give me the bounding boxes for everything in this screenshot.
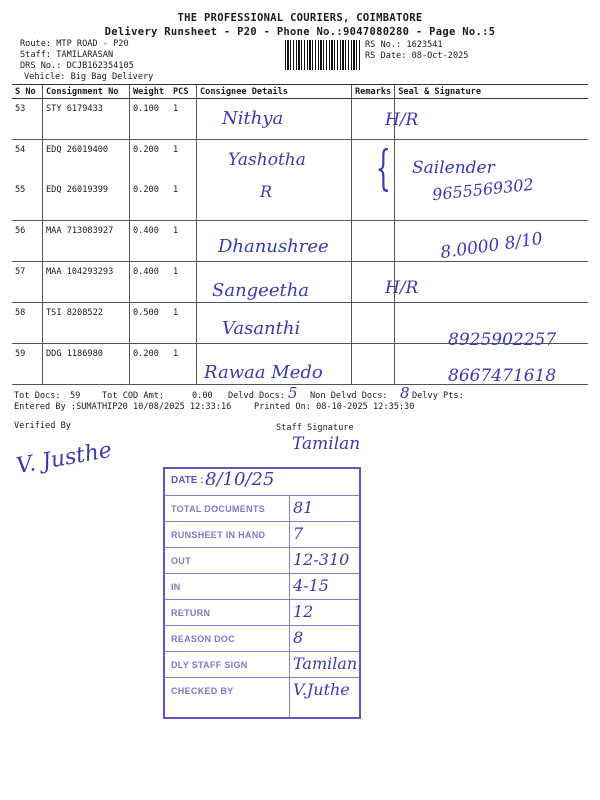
row-sno: 54 <box>15 145 26 155</box>
staff-info: Staff: TAMILARASAN <box>20 50 114 60</box>
vehicle-info: Vehicle: Big Bag Delivery <box>24 72 154 82</box>
verified-signature: V. Justhe <box>14 437 114 480</box>
total-docs-value: 59 <box>70 391 81 401</box>
row-weight: 0.200 <box>130 140 171 181</box>
row-weight: 0.500 <box>130 303 171 344</box>
stamp-row-label: DLY STAFF SIGN <box>171 660 248 670</box>
handwritten-seal: H/R <box>385 278 419 298</box>
row-sno: 57 <box>12 262 43 303</box>
stamp-row <box>165 573 359 600</box>
handwritten-seal: Sailender <box>412 158 495 178</box>
row-pcs: 1 <box>170 180 197 221</box>
runsheet-subtitle: Delivery Runsheet - P20 - Phone No.:9047080280 - Page No.:5 <box>104 26 496 38</box>
total-docs-label: Tot Docs: <box>14 391 61 401</box>
table-header-row <box>12 85 588 99</box>
row-pcs: 1 <box>170 221 197 262</box>
handwritten-consignee: Sangeetha <box>212 280 310 301</box>
handwritten-consignee: Vasanthi <box>222 318 301 339</box>
brace-mark: { <box>375 140 391 196</box>
col-weight: Weight <box>130 85 171 99</box>
stamp-row <box>165 547 359 574</box>
stamp-row <box>165 625 359 652</box>
printed-on: Printed On: 08-10-2025 12:35:30 <box>254 402 415 412</box>
staff-signature: Tamilan <box>292 434 361 454</box>
delivered-docs-value: 5 <box>288 384 298 402</box>
stamp-row <box>165 521 359 548</box>
handwritten-seal: 8.0000 8/10 <box>439 228 544 264</box>
row-weight: 0.400 <box>130 221 171 262</box>
stamp-row <box>165 651 359 678</box>
stamp-row-value: Tamilan <box>293 654 358 673</box>
row-consignment: MAA 104293293 <box>43 262 130 303</box>
stamp-date-label: DATE : <box>171 475 204 486</box>
stamp-row-value: 8 <box>293 628 304 647</box>
row-pcs: 1 <box>170 99 197 140</box>
stamp-row-label: TOTAL DOCUMENTS <box>171 504 265 514</box>
route-info: Route: MTP ROAD - P20 <box>20 39 129 49</box>
drs-info: DRS No.: DCJB162354105 <box>20 61 134 71</box>
row-remarks <box>352 303 395 344</box>
staff-signature-label: Staff Signature <box>276 423 354 433</box>
row-sno: 58 <box>12 303 43 344</box>
stamp-row-value: 81 <box>293 498 314 517</box>
stamp-row-value: 12 <box>293 602 314 621</box>
handwritten-consignee: Yashotha <box>228 150 306 170</box>
handwritten-seal: 8925902257 <box>448 330 557 350</box>
row-sno: 56 <box>12 221 43 262</box>
row-weight: 0.400 <box>130 262 171 303</box>
verified-by-label: Verified By <box>14 421 71 431</box>
row-consignment: EDQ 26019400 <box>43 140 130 181</box>
row-remarks <box>352 344 395 385</box>
delivered-docs-label: Delvd Docs: <box>228 391 285 401</box>
stamp-row-value: 4-15 <box>293 576 329 595</box>
entered-by: Entered By :SUMATHIP20 10/08/2025 12:33:16 <box>14 402 232 412</box>
stamp-row <box>165 677 359 718</box>
handwritten-consignee: R <box>260 182 273 201</box>
company-title: THE PROFESSIONAL COURIERS, COIMBATORE <box>177 12 423 24</box>
row-weight: 0.100 <box>130 99 171 140</box>
delivery-points-label: Delvy Pts: <box>412 391 464 401</box>
rs-number: RS No.: 1623541 <box>365 40 443 50</box>
non-delivered-label: Non Delvd Docs: <box>310 391 388 401</box>
stamp-row-label: RETURN <box>171 608 211 618</box>
delivery-stamp <box>163 467 361 719</box>
stamp-row-value: 7 <box>293 524 304 543</box>
row-consignment: STY 6179433 <box>43 99 130 140</box>
stamp-row-label: OUT <box>171 556 191 566</box>
row-pcs: 1 <box>170 262 197 303</box>
handwritten-seal: 8667471618 <box>448 366 557 386</box>
row-seal <box>395 99 588 140</box>
row-consignment: TSI 8208522 <box>43 303 130 344</box>
row-pcs: 1 <box>170 303 197 344</box>
stamp-date-value: 8/10/25 <box>205 469 275 490</box>
stamp-row-label: IN <box>171 582 181 592</box>
col-seal-signature: Seal & Signature <box>395 85 588 99</box>
row-sno: 59 <box>12 344 43 385</box>
handwritten-seal: 9655569302 <box>431 174 535 205</box>
row-remarks <box>352 221 395 262</box>
row-consignee <box>197 180 352 221</box>
row-pcs: 1 <box>173 145 179 155</box>
row-sno: 55 <box>12 180 43 221</box>
stamp-row-label: REASON DOC <box>171 634 236 644</box>
total-cod-label: Tot COD Amt: <box>102 391 165 401</box>
stamp-row-label: RUNSHEET IN HAND <box>171 530 266 540</box>
barcode-graphic <box>285 40 360 70</box>
rs-date: RS Date: 08-Oct-2025 <box>365 51 469 61</box>
total-cod-value: 0.00 <box>192 391 213 401</box>
stamp-row-value: 12-310 <box>293 550 350 569</box>
stamp-row-value: V.Juthe <box>293 680 350 699</box>
col-consignment: Consignment No <box>43 85 130 99</box>
col-pcs: PCS <box>170 85 197 99</box>
table-row <box>12 99 588 140</box>
row-pcs: 1 <box>170 344 197 385</box>
row-weight: 0.200 <box>130 180 171 221</box>
row-consignment: MAA 713083927 <box>43 221 130 262</box>
stamp-row-label: CHECKED BY <box>171 686 234 696</box>
handwritten-seal: H/R <box>385 110 419 130</box>
handwritten-consignee: Dhanushree <box>218 236 329 257</box>
non-delivered-value: 8 <box>400 384 410 402</box>
handwritten-consignee: Nithya <box>222 108 284 129</box>
row-consignment: EDQ 26019399 <box>43 180 130 221</box>
stamp-row <box>165 599 359 626</box>
row-weight: 0.200 <box>130 344 171 385</box>
row-consignment: DDG 1186980 <box>43 344 130 385</box>
col-sno: S No <box>12 85 43 99</box>
row-sno: 53 <box>12 99 43 140</box>
col-remarks: Remarks <box>352 85 395 99</box>
handwritten-consignee: Rawaa Medo <box>204 362 323 383</box>
stamp-row <box>165 495 359 522</box>
col-consignee: Consignee Details <box>197 85 352 99</box>
row-seal <box>395 262 588 303</box>
